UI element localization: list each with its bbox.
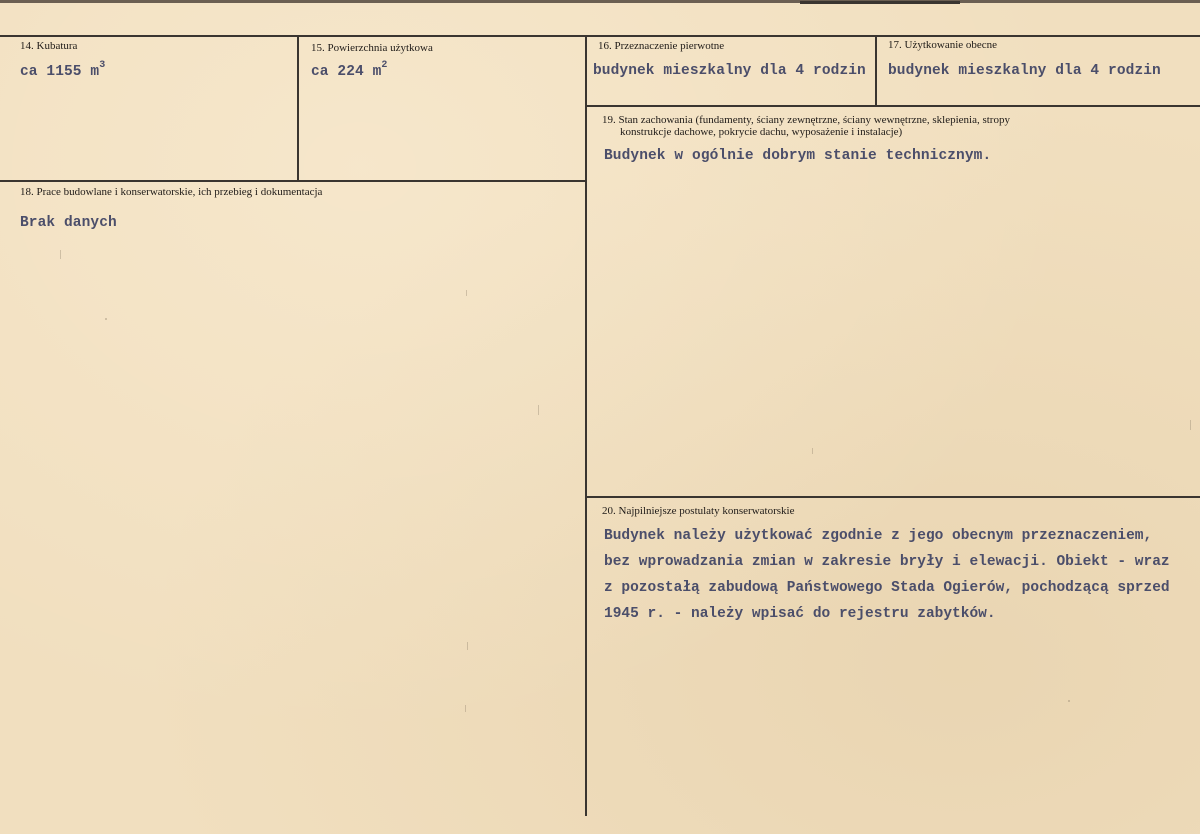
paper-speck	[467, 642, 468, 650]
powierzchnia-number: ca 224 m	[311, 63, 382, 80]
rule-above-18	[0, 180, 586, 182]
postulaty-line-3: z pozostałą zabudową Państwowego Stada Ogierów, pochodzącą sprzed	[604, 580, 1170, 596]
uzytkowanie-label: 17. Użytkowanie obecne	[888, 39, 998, 51]
postulaty-line-2: bez wprowadzania zmian w zakresie bryły i elewacji. Obiekt - wraz	[604, 554, 1170, 570]
kubatura-exponent: 3	[99, 60, 106, 71]
uzytkowanie-value: budynek mieszkalny dla 4 rodzin	[888, 63, 1161, 79]
kubatura-number: ca 1155 m	[20, 63, 100, 80]
powierzchnia-exponent: 2	[381, 60, 388, 71]
paper-speck	[1068, 700, 1070, 702]
kubatura-label: 14. Kubatura	[20, 40, 78, 52]
paper-speck	[812, 448, 813, 454]
powierzchnia-label: 15. Powierzchnia użytkowa	[311, 42, 433, 54]
kubatura-value	[20, 62, 105, 80]
divider-main	[585, 36, 587, 816]
prace-label: 18. Prace budowlane i konserwatorskie, ich przebieg i dokumentacja	[20, 186, 323, 198]
paper-speck	[60, 250, 61, 259]
paper-speck	[1190, 420, 1191, 430]
paper-speck	[538, 405, 539, 415]
row1-top-rule	[0, 35, 1200, 37]
paper-speck	[465, 705, 466, 712]
stan-label-line1: 19. Stan zachowania (fundamenty, ściany zewnętrzne, ściany wewnętrzne, sklepienia, stropy	[602, 114, 1010, 126]
top-border-accent	[800, 1, 960, 4]
przeznaczenie-label: 16. Przeznaczenie pierwotne	[598, 40, 725, 52]
stan-label-line2: konstrukcje dachowe, pokrycie dachu, wyposażenie i instalacje)	[620, 126, 903, 138]
divider-16-17	[875, 36, 877, 107]
rule-under-16-17	[586, 105, 1200, 107]
rule-above-20	[586, 496, 1200, 498]
postulaty-label: 20. Najpilniejsze postulaty konserwatorskie	[602, 505, 795, 517]
przeznaczenie-value: budynek mieszkalny dla 4 rodzin	[593, 63, 866, 79]
postulaty-line-4: 1945 r. - należy wpisać do rejestru zabytków.	[604, 606, 996, 622]
stan-value: Budynek w ogólnie dobrym stanie technicznym.	[604, 148, 992, 164]
postulaty-line-1: Budynek należy użytkować zgodnie z jego obecnym przeznaczeniem,	[604, 528, 1153, 544]
top-border	[0, 0, 1200, 3]
prace-value: Brak danych	[20, 215, 117, 231]
powierzchnia-value	[311, 62, 388, 80]
divider-14-15	[297, 36, 299, 181]
paper-speck	[105, 318, 107, 320]
paper-speck	[466, 290, 467, 296]
